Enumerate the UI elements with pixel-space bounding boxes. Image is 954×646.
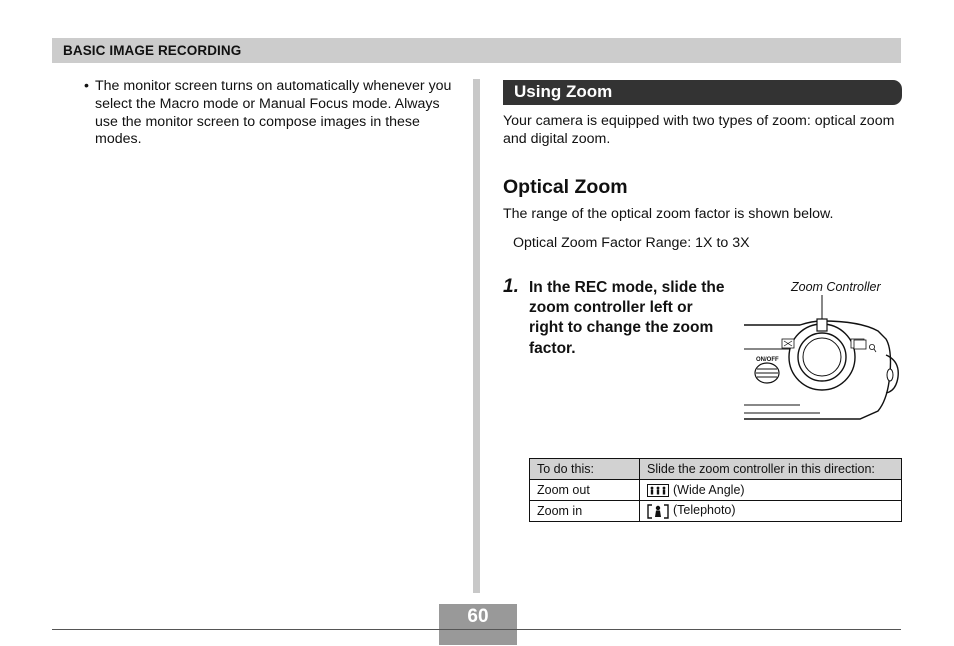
page-number-box (439, 604, 517, 629)
intro-paragraph: Your camera is equipped with two types of zoom: optical zoom and digital zoom. (503, 113, 895, 147)
telephoto-icon (647, 504, 669, 519)
step-number: 1. (503, 276, 519, 297)
bullet-marker: • (84, 78, 89, 94)
power-button-label: ON/OFF (756, 357, 779, 363)
telephoto-label: (Telephoto) (673, 503, 736, 518)
zoom-direction-table (529, 458, 902, 522)
page-number: 60 (467, 606, 489, 627)
range-value: Optical Zoom Factor Range: 1X to 3X (513, 235, 750, 251)
range-description: The range of the optical zoom factor is shown below. (503, 206, 834, 222)
page-number-tab (439, 630, 517, 645)
left-column (84, 78, 454, 149)
bullet-text: The monitor screen turns on automatically whenever you select the Macro mode or Manual Focus mode. Always use the monitor screen to compose images in these modes. (95, 78, 452, 148)
section-header-bar (52, 38, 901, 63)
zoom-controller-label: Zoom Controller (791, 280, 881, 294)
table-cell-direction (640, 480, 902, 501)
section-title: BASIC IMAGE RECORDING (63, 43, 242, 58)
optical-zoom-heading: Optical Zoom (503, 176, 628, 198)
table-cell-action: Zoom out (530, 480, 640, 501)
table-cell-action: Zoom in (530, 501, 640, 522)
table-header-row (530, 459, 902, 480)
camera-top-diagram (740, 295, 902, 427)
wide-angle-icon (647, 484, 669, 497)
table-header-cell: Slide the zoom controller in this direction: (640, 459, 902, 480)
bullet-item (84, 78, 454, 149)
column-divider (473, 79, 480, 593)
using-zoom-heading-bar (503, 80, 902, 105)
table-cell-direction (640, 501, 902, 522)
table-header-cell: To do this: (530, 459, 640, 480)
using-zoom-heading: Using Zoom (514, 82, 613, 101)
step-instruction: In the REC mode, slide the zoom controller left or right to change the zoom factor. (529, 279, 725, 357)
wide-angle-label: (Wide Angle) (673, 482, 745, 497)
table-row (530, 501, 902, 522)
table-row (530, 480, 902, 501)
